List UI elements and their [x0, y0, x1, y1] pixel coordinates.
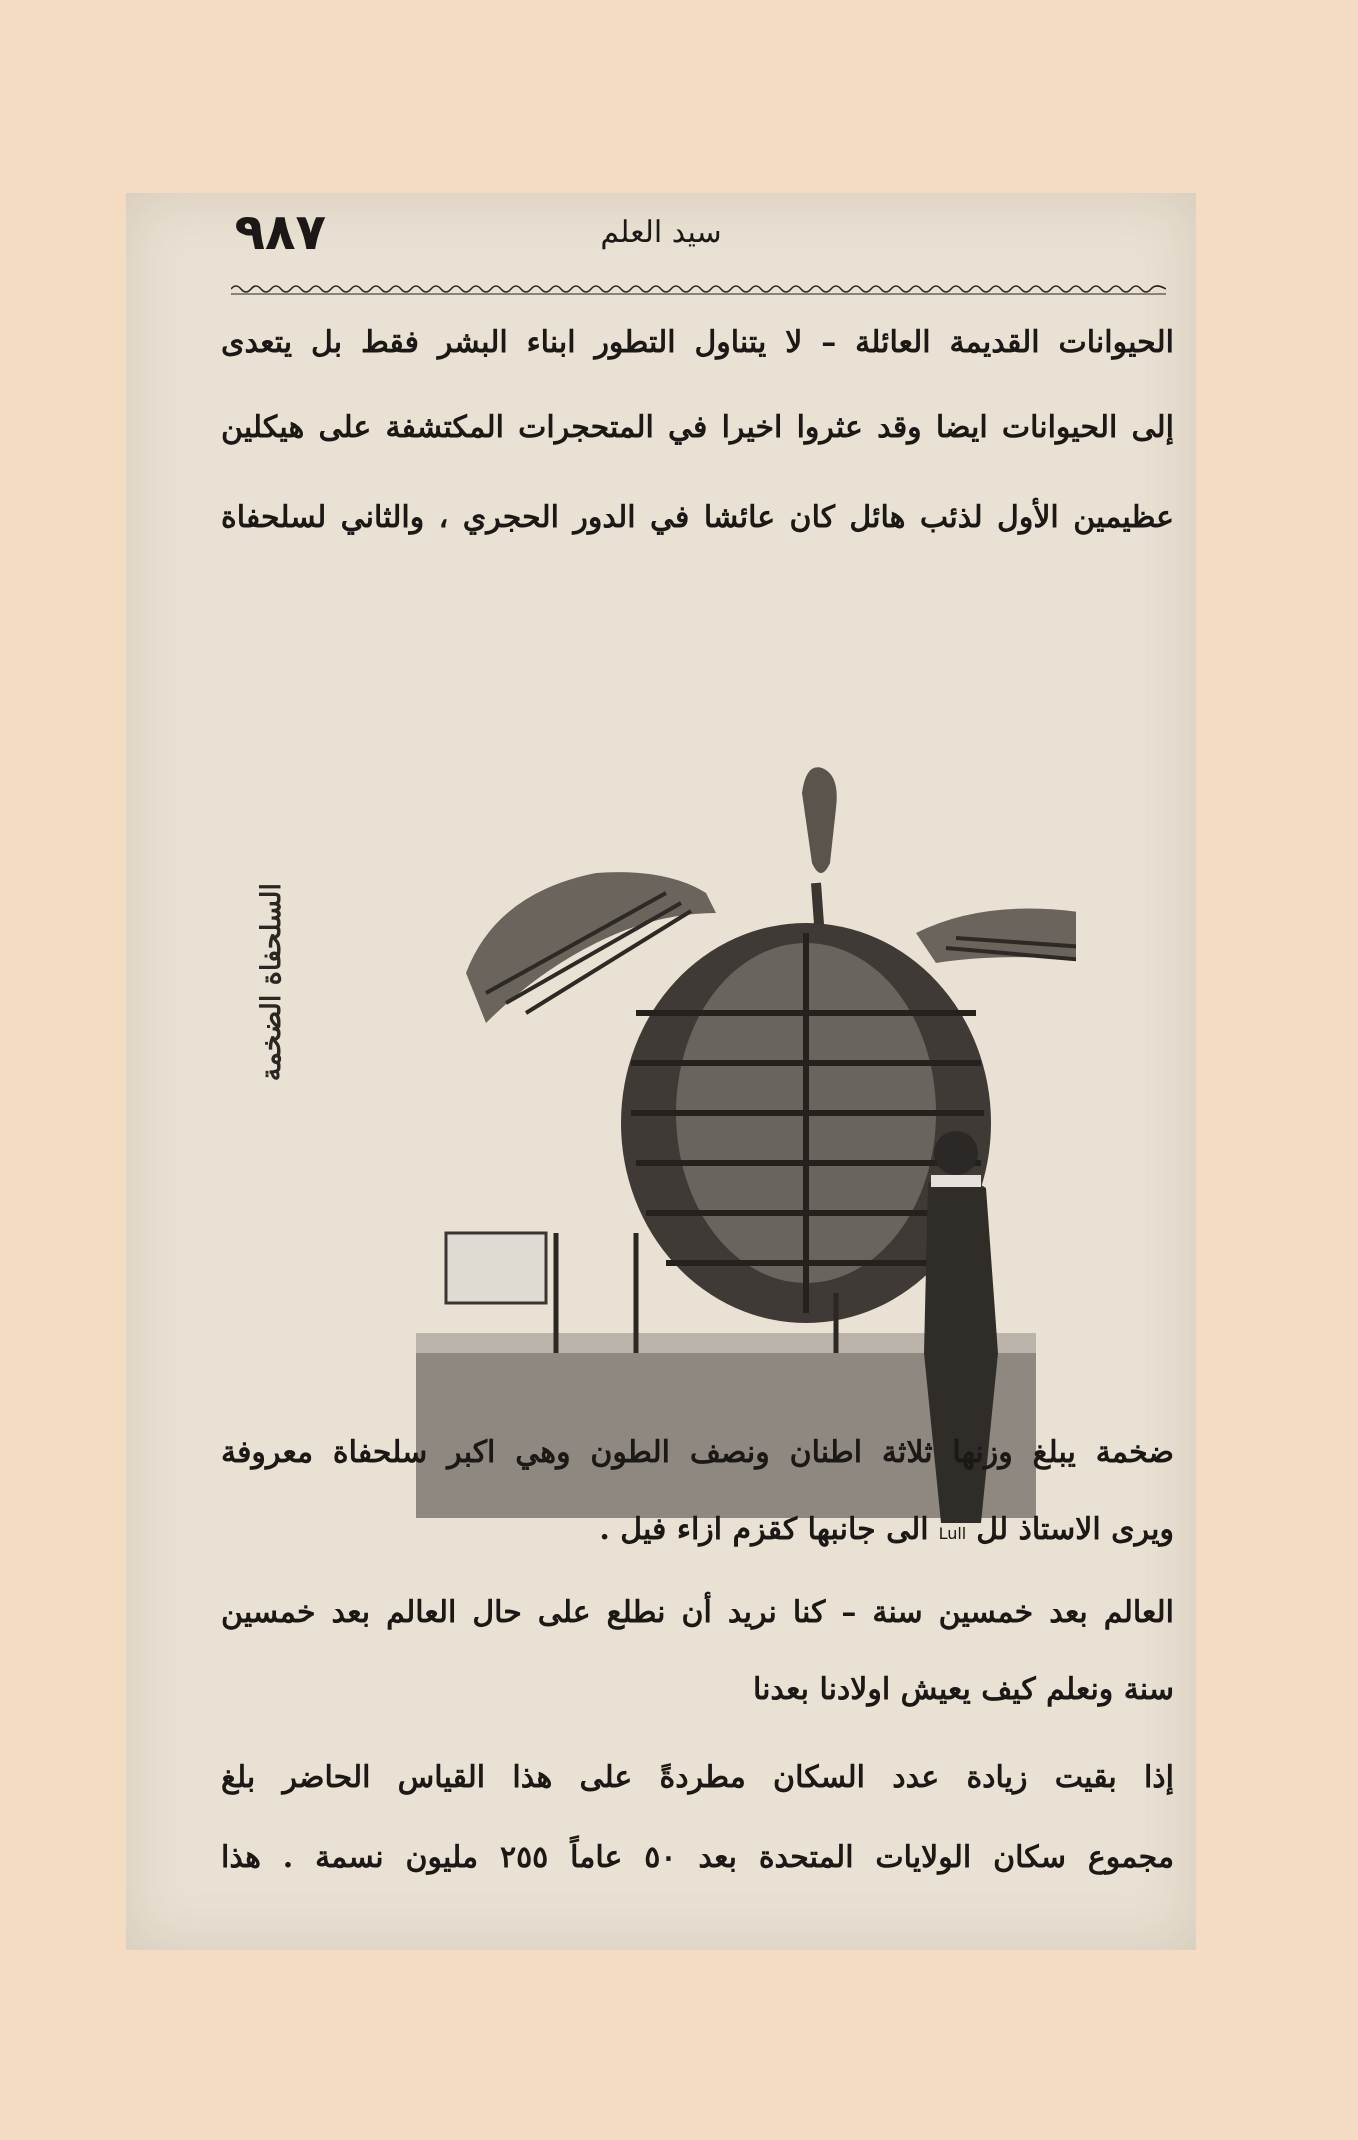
paragraph-line: مجموع سكان الولايات المتحدة بعد ٥٠ عاماً ٢٥٥ مليون نسمة . هذا — [221, 1840, 1175, 1875]
paragraph-text: ويرى الاستاذ لل — [976, 1512, 1174, 1547]
paragraph-line: إذا بقيت زيادة عدد السكان مطردةً على هذا القياس الحاضر بلغ — [221, 1760, 1174, 1795]
magazine-page — [126, 193, 1196, 1950]
header-wavy-rule — [231, 283, 1166, 295]
paragraph-text: – كنا نريد أن نطلع على حال العالم بعد خمسين — [221, 1595, 857, 1630]
running-title: سيد العلم — [600, 215, 722, 250]
paragraph-line: ضخمة يبلغ وزنها ثلاثة اطنان ونصف الطون وهي اكبر سلحفاة معروفة — [221, 1435, 1174, 1470]
section-heading: الحيوانات القديمة العائلة — [855, 325, 1174, 360]
figure-caption: السلحفاة الضخمة — [256, 883, 287, 1082]
paragraph-text: – لا يتناول التطور ابناء البشر فقط بل يتعدى — [221, 325, 837, 360]
paragraph-line — [221, 1593, 1174, 1633]
paragraph-line: سنة ونعلم كيف يعيش اولادنا بعدنا — [752, 1672, 1174, 1707]
paragraph-text: الى جانبها كقزم ازاء فيل . — [599, 1512, 929, 1547]
latin-name: Lull — [938, 1524, 967, 1543]
turtle-skeleton-photo — [336, 593, 1076, 1558]
paragraph-line: عظيمين الأول لذئب هائل كان عائشا في الدور الحجري ، والثاني لسلحفاة — [221, 500, 1174, 535]
page-number: ٩٨٧ — [234, 203, 326, 261]
paragraph-line — [221, 1510, 1174, 1554]
page-header — [126, 193, 1196, 283]
section-heading: العالم بعد خمسين سنة — [872, 1595, 1174, 1630]
paragraph-line — [221, 323, 1174, 363]
paragraph-line: إلى الحيوانات ايضا وقد عثروا اخيرا في المتحجرات المكتشفة على هيكلين — [221, 410, 1174, 445]
